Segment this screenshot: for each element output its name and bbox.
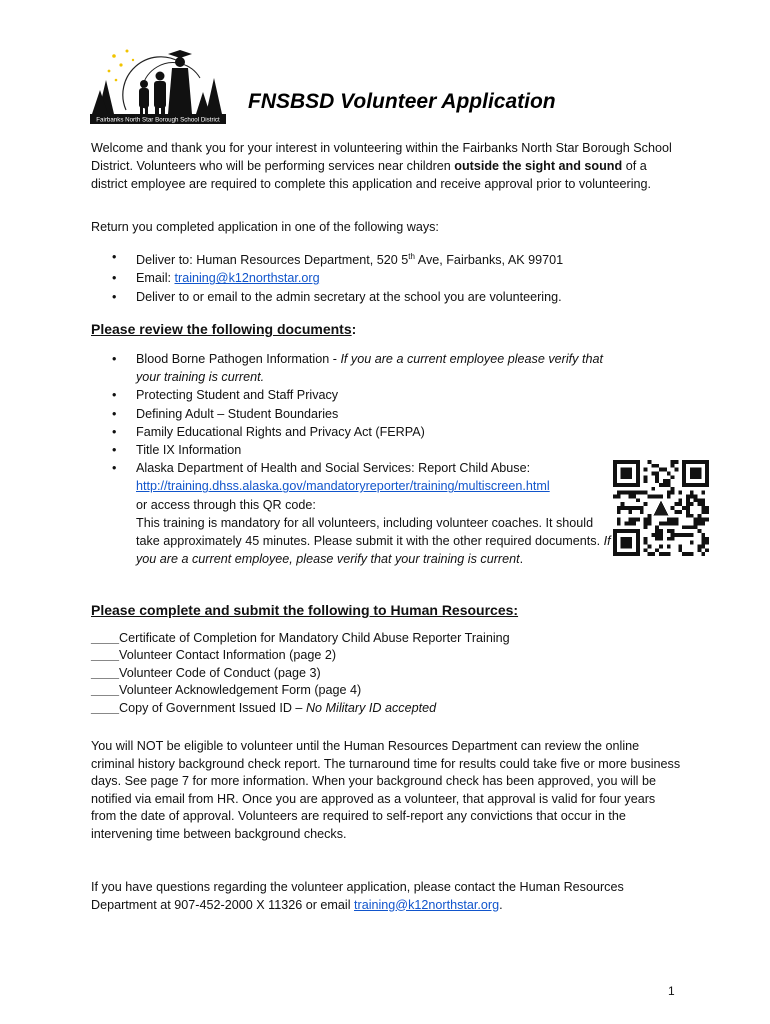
doc-ferpa: • Family Educational Rights and Privacy Act (FERPA) (91, 423, 611, 441)
checklist-item (91, 630, 510, 647)
eligibility-notice: You will NOT be eligible to volunteer until the Human Resources Department can review the online criminal history background check report. The turnaround time for results could take five or more business days. See page 7 for more information. When your background check has been approved, you will be notified via email from HR. Once you are approved as a volunteer, that approval is valid for four years from the date of approval. Volunteers are required to self-report any convictions that occur in the intervening time between background checks. (91, 739, 681, 841)
checkbox-blank[interactable]: ____ (91, 700, 120, 715)
qr-instruction: or access through this QR code: (136, 497, 316, 512)
ordinal-suffix: th (408, 252, 415, 261)
return-instructions: Return you completed application in one of the following ways: (91, 220, 439, 234)
return-method-email (91, 269, 691, 287)
review-heading-text: Please review the following documents (91, 321, 352, 337)
intro-text-1: Welcome and thank you for your interest in volunteering within the Fairbanks North Star Borough School District. Volunteers who will be performing services near children (91, 141, 672, 173)
submission-checklist (91, 630, 510, 717)
return-methods-list (91, 248, 691, 306)
deliver-address: Ave, Fairbanks, AK 99701 (414, 253, 564, 268)
submit-documents-heading: Please complete and submit the following to Human Resources: (91, 602, 519, 618)
review-documents-list (91, 350, 611, 568)
intro-paragraph (91, 139, 681, 193)
mandatory-employee-note: If you are a current employee, please verify that your training is current (136, 534, 611, 567)
checklist-item (91, 665, 510, 682)
training-link[interactable]: http://training.dhss.alaska.gov/mandatoryreporter/training/multiscreen.html (136, 479, 550, 494)
checklist-item (91, 700, 510, 717)
contact-text: If you have questions regarding the volunteer application, please contact the Human Resources Department at 907-452-2000 X 11326 or email (91, 880, 624, 912)
doc-title-ix: • Title IX Information (91, 441, 611, 459)
checkbox-blank[interactable]: ____ (91, 665, 120, 680)
doc-child-abuse (91, 459, 611, 568)
checkbox-blank[interactable]: ____ (91, 648, 120, 663)
contact-end: . (499, 897, 503, 912)
doc-boundaries: • Defining Adult – Student Boundaries (91, 405, 611, 423)
checkbox-blank[interactable]: ____ (91, 631, 120, 645)
intro-emphasis: outside the sight and sound (454, 159, 623, 173)
child-abuse-text: Alaska Department of Health and Social Services: Report Child Abuse: (136, 461, 531, 476)
hr-email-link[interactable]: training@k12northstar.org (174, 271, 320, 286)
page-title: FNSBSD Volunteer Application (248, 90, 556, 113)
checklist-item (91, 647, 510, 664)
email-label: Email: (136, 271, 175, 286)
doc-privacy: • Protecting Student and Staff Privacy (91, 386, 611, 404)
checkbox-blank[interactable]: ____ (91, 683, 120, 698)
checklist-label: Copy of Government Issued ID – (119, 700, 306, 715)
id-note: No Military ID accepted (305, 700, 437, 715)
review-documents-heading (91, 321, 356, 337)
school-district-logo (88, 40, 228, 126)
checklist-label: Certificate of Completion for Mandatory Child Abuse Reporter Training (119, 631, 510, 645)
checklist-label: Volunteer Acknowledgement Form (page 4) (119, 683, 362, 698)
bloodborne-note: If you are a current employee please verify that your training is current. (136, 352, 603, 385)
qr-code-icon[interactable] (613, 460, 709, 556)
checklist-item (91, 682, 510, 699)
review-heading-colon: : (351, 321, 357, 337)
contact-email-link[interactable]: training@k12northstar.org (354, 897, 500, 912)
logo-caption: Fairbanks North Star Borough School District (96, 116, 220, 124)
deliver-text: Deliver to: Human Resources Department, 520 5 (136, 253, 409, 268)
return-method-deliver (91, 248, 691, 269)
checklist-label: Volunteer Contact Information (page 2) (119, 648, 337, 663)
doc-bloodborne (91, 350, 611, 386)
contact-paragraph (91, 879, 691, 914)
mandatory-note: This training is mandatory for all volunteers, including volunteer coaches. It should take approximately 45 minutes. Please submit it with the other required documents. (136, 515, 604, 549)
page-number: 1 (668, 984, 675, 998)
return-method-admin: • Deliver to or email to the admin secretary at the school you are volunteering. (91, 288, 691, 306)
bloodborne-text: Blood Borne Pathogen Information - (136, 352, 341, 366)
intro-text-2: of a district employee are required to complete this application and receive approval prior to volunteering. (91, 159, 652, 191)
checklist-label: Volunteer Code of Conduct (page 3) (119, 665, 321, 680)
mandatory-end: . (519, 552, 524, 567)
